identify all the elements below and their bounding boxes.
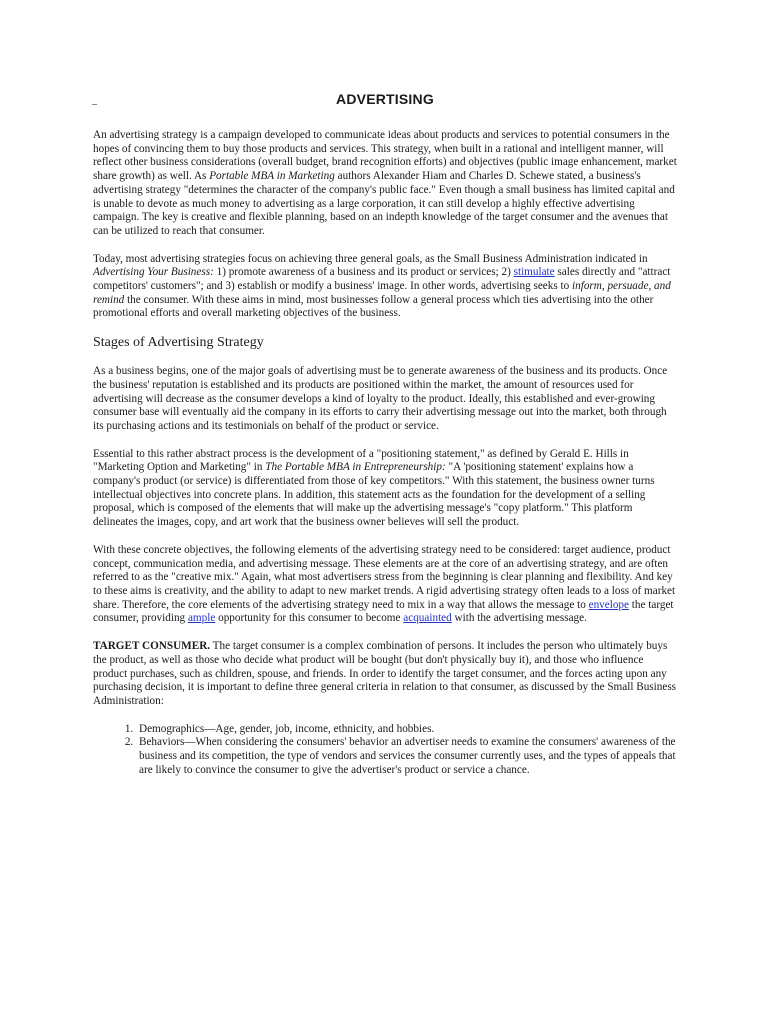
link-stimulate[interactable]: stimulate <box>513 266 555 279</box>
italic-phrase: inform, persuade, and remind <box>93 280 671 306</box>
paragraph-target-consumer <box>93 640 677 709</box>
italic-title: The Portable MBA in Entrepreneurship: <box>265 461 446 474</box>
list-item: 1. Demographics—Age, gender, job, income, ethnicity, and hobbies. <box>136 723 677 737</box>
document-page <box>93 88 677 777</box>
text-run: "A 'positioning statement' explains how a company's product (or service) is differentiated from those of key competitors." With this statement, the business owner turns intellectual objectives into concrete plans. In addition, this statement acts as the foundation for the development of a selling proposal, which is composed of the elements that will make up the advertising message's "copy platform." This platform delineates the images, copy, and art work that the business owner believes will sell the product. <box>93 461 655 529</box>
text-run: authors Alexander Hiam and Charles D. Schewe stated, a business's advertising strategy "determines the character of the company's public face." Even though a small business has limited capital and is unable to devote as much money to advertising as a large corporation, it can still develop a highly effective advertising campaign. The key is creative and flexible planning, based on an indepth knowledge of the target consumer and the avenues that can be utilized to reach that consumer. <box>93 170 675 237</box>
link-ample[interactable]: ample <box>187 612 216 625</box>
link-acquainted[interactable]: acquainted <box>403 612 452 625</box>
criteria-list <box>93 723 677 778</box>
italic-title: Advertising Your Business: <box>93 266 214 279</box>
text-run: Essential to this rather abstract process is the development of a "positioning statement," as defined by Gerald E. Hills in "Marketing Option and Marketing" in <box>93 447 629 474</box>
text-run: with the advertising message. <box>451 612 587 625</box>
text-run: 1) promote awareness of a business and its product or services; 2) <box>213 266 514 279</box>
page-title: ADVERTISING <box>336 91 434 107</box>
text-run: sales directly and "attract competitors' customers"; and 3) establish or modify a business' image. In other words, advertising seeks to <box>93 266 671 293</box>
bold-lead: TARGET CONSUMER. <box>93 640 211 653</box>
anchor-mark: – <box>92 99 97 110</box>
italic-title: Portable MBA in Marketing <box>209 170 335 183</box>
list-item: 2. Behaviors—When considering the consumers' behavior an advertiser needs to examine the consumers' awareness of the business and its competition, the type of vendors and services the consumer currently uses, and the types of appeals that are likely to convince the consumer to give the advertiser's product or service a chance. <box>136 736 677 777</box>
text-run: The target consumer is a complex combination of persons. It includes the person who ultimately buys the product, as well as those who decide what product will be bought (but don't physically buy it), and those who influence product purchases, such as children, spouse, and friends. In order to identify the target consumer, and the forces acting upon any purchasing decision, it is important to define three general criteria in relation to that consumer, as discussed by the Small Business Administration: <box>93 640 677 707</box>
text-run: An advertising strategy is a campaign developed to communicate ideas about products and services to potential consumers in the hopes of convincing them to buy those products and services. This strategy, when built in a rational and intelligent manner, will reflect other business considerations (overall budget, brand recognition efforts) and objectives (public image enhancement, market share growth) as well. As <box>93 129 677 183</box>
paragraph-positioning <box>93 448 677 530</box>
text-run: the target consumer, providing <box>93 598 674 625</box>
text-run: opportunity for this consumer to become <box>215 612 404 625</box>
text-run: Today, most advertising strategies focus on achieving three general goals, as the Small Business Administration indicated in <box>93 252 648 265</box>
paragraph-creative-mix <box>93 544 677 626</box>
link-envelope[interactable]: envelope <box>588 598 629 611</box>
paragraph-goals <box>93 253 677 322</box>
text-run: the consumer. With these aims in mind, most businesses follow a general process which ties advertising into the other promotional efforts and overall marketing objectives of the business. <box>93 293 654 320</box>
paragraph-intro <box>93 129 677 239</box>
text-run: With these concrete objectives, the following elements of the advertising strategy need to be considered: target audience, product concept, communication media, and advertising message. These elements are at the core of an advertising strategy, and are often referred to as the "creative mix." Again, what most advertisers stress from the beginning is clear planning and flexibility. And key to these aims is creativity, and the ability to adapt to new market trends. A rigid advertising strategy often leads to a loss of market share. Therefore, the core elements of the advertising strategy need to mix in a way that allows the message to <box>93 543 676 611</box>
section-heading: Stages of Advertising Strategy <box>93 335 264 351</box>
paragraph-awareness: As a business begins, one of the major goals of advertising must be to generate awareness of the business and its products. Once the business' reputation is established and its products are positioned within the market, the amount of resources used for advertising will decrease as the consumer develops a kind of loyalty to the product. Ideally, this established and ever-growing consumer base will eventually aid the company in its efforts to carry their advertising message out into the market, both through its purchasing actions and its testimonials on behalf of the product or service. <box>93 365 668 432</box>
